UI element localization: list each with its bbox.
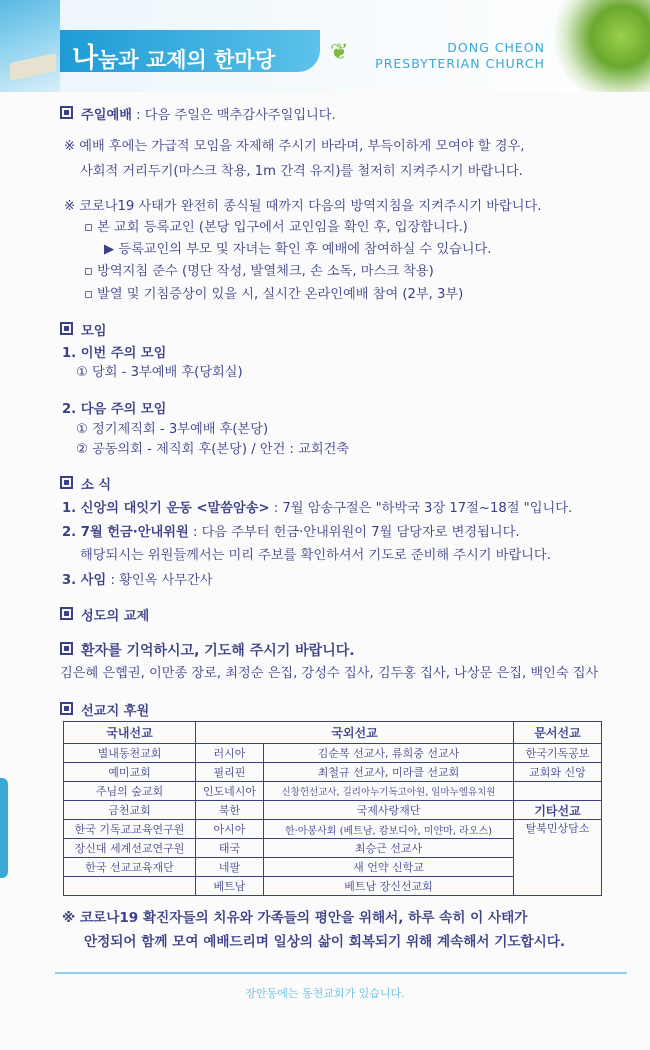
overseas-cell: 베트남 장신선교회 xyxy=(264,877,514,896)
square-bullet-icon xyxy=(60,642,73,655)
col-literature: 문서선교 xyxy=(514,722,602,744)
worship-text: : 다음 주일은 맥추감사주일입니다. xyxy=(136,108,336,123)
table-row xyxy=(64,801,602,820)
country-cell: 태국 xyxy=(196,839,264,858)
leaf-photo-decoration xyxy=(555,0,650,92)
table-row xyxy=(64,744,602,763)
domestic-cell xyxy=(64,877,196,896)
church-name-line1: DONG CHEON xyxy=(447,40,545,55)
worship-line xyxy=(60,104,336,123)
country-cell: 필리핀 xyxy=(196,763,264,782)
news-item-label: 3. 사임 xyxy=(62,573,107,588)
table-row xyxy=(64,820,602,839)
footer-divider xyxy=(55,972,627,974)
header-banner xyxy=(0,0,650,92)
domestic-cell: 금천교회 xyxy=(64,801,196,820)
domestic-cell: 장신대 세계선교연구원 xyxy=(64,839,196,858)
table-row xyxy=(64,763,602,782)
overseas-cell: 최승근 선교사 xyxy=(264,839,514,858)
literature-cell-empty xyxy=(514,782,602,801)
country-cell: 베트남 xyxy=(196,877,264,896)
square-bullet-icon xyxy=(60,607,73,620)
country-cell: 인도네시아 xyxy=(196,782,264,801)
news-item-label: 1. 신앙의 대잇기 운동 <말씀암송> xyxy=(62,501,270,516)
overseas-cell: 신창헌선교사, 길리아누기독고아원, 임마누엘유치원 xyxy=(264,782,514,801)
table-row xyxy=(64,782,602,801)
meeting-heading: 모임 xyxy=(81,324,107,339)
missions-table xyxy=(63,721,602,896)
church-name-line2: PRESBYTERIAN CHURCH xyxy=(375,56,545,71)
guideline-item: ▫ 발열 및 기침증상이 있을 시, 실시간 온라인예배 참여 (2부, 3부) xyxy=(84,287,464,302)
col-overseas: 국외선교 xyxy=(196,722,514,744)
table-header-row xyxy=(64,722,602,744)
title-rest: 눔과 교제의 한마당 xyxy=(98,48,276,72)
patients-heading-line xyxy=(60,640,355,660)
guideline-item: ▶ 등록교인의 부모 및 자녀는 확인 후 예배에 참여하실 수 있습니다. xyxy=(104,242,492,257)
fellowship-heading: 성도의 교제 xyxy=(81,609,150,624)
worship-note1-l2: 사회적 거리두기(마스크 착용, 1m 간격 유지)를 철저히 지켜주시기 바랍니다. xyxy=(80,164,523,179)
square-bullet-icon xyxy=(60,322,73,335)
title-first-char: 나 xyxy=(72,43,99,74)
news-heading-line xyxy=(60,474,111,493)
patient-names: 김은혜 은혭권, 이만종 장로, 최정순 은집, 강성수 집사, 김두홍 집사, 나상문 은집, 백인숙 집사 xyxy=(60,666,599,681)
guideline-item: ▫ 본 교회 등록교인 (본당 입구에서 교인임을 확인 후, 입장합니다.) xyxy=(84,220,468,235)
news-item-text: : 7월 암송구절은 "하박국 3장 17절~18절 "입니다. xyxy=(273,501,573,516)
domestic-cell: 별내동천교회 xyxy=(64,744,196,763)
news-item-text: : 다음 주부터 헌금·안내위원이 7월 담당자로 변경됩니다. xyxy=(192,525,520,540)
other-cell: 탈북민상담소 xyxy=(514,820,602,896)
worship-heading: 주일예배 xyxy=(81,108,132,123)
closing-line-2: 안정되어 함께 모여 예배드리며 일상의 삶이 회복되기 위해 계속해서 기도합시다. xyxy=(84,934,566,950)
domestic-cell: 한국 기독교교육연구원 xyxy=(64,820,196,839)
beach-chair-decoration xyxy=(0,0,60,92)
overseas-cell: 김순복 선교사, 류희중 선교사 xyxy=(264,744,514,763)
country-cell: 북한 xyxy=(196,801,264,820)
missions-heading-line xyxy=(60,700,149,719)
overseas-cell: 최철규 선교사, 미라클 선교회 xyxy=(264,763,514,782)
square-bullet-icon xyxy=(60,106,73,119)
church-name xyxy=(375,40,545,72)
closing-line-1: ※ 코로나19 확진자들의 치유와 가족들의 평안을 위해서, 하루 속히 이 사태가 xyxy=(62,910,528,926)
square-bullet-icon xyxy=(60,476,73,489)
worship-note1-l1: ※ 예배 후에는 가급적 모임을 자제해 주시기 바라며, 부득이하게 모여야 할 경우, xyxy=(64,139,525,154)
guideline-item: ▫ 방역지침 준수 (명단 작성, 발열체크, 손 소독, 마스크 착용) xyxy=(84,264,434,279)
overseas-cell: 국제사랑재단 xyxy=(264,801,514,820)
side-tab-decoration xyxy=(0,778,8,878)
next-week-item: ② 공동의회 - 제직회 후(본당) / 안건 : 교회건축 xyxy=(76,442,350,457)
section-title xyxy=(60,30,320,72)
country-cell: 네팔 xyxy=(196,858,264,877)
next-week-item: ① 정기제직회 - 3부예배 후(본당) xyxy=(76,422,269,437)
square-bullet-icon xyxy=(60,702,73,715)
domestic-cell: 한국 선교교육재단 xyxy=(64,858,196,877)
domestic-cell: 주님의 숲교회 xyxy=(64,782,196,801)
news-item-1 xyxy=(62,497,572,516)
meeting-heading-line xyxy=(60,320,106,339)
country-cell: 러시아 xyxy=(196,744,264,763)
next-week-meeting: 2. 다음 주의 모임 xyxy=(62,402,167,417)
this-week-item: ① 당회 - 3부예배 후(당회실) xyxy=(76,365,243,380)
literature-cell: 한국기독공보 xyxy=(514,744,602,763)
overseas-cell: 새 언약 신학교 xyxy=(264,858,514,877)
overseas-cell: 한·아봉사회 (베트남, 캄보디아, 미얀마, 라오스) xyxy=(264,820,514,839)
news-item-label: 2. 7월 헌금·안내위원 xyxy=(62,525,189,540)
literature-cell: 교회와 신앙 xyxy=(514,763,602,782)
news-item-2-cont: 해당되시는 위원들께서는 미리 주보를 확인하셔서 기도로 준비해 주시기 바랍니다. xyxy=(80,548,551,563)
news-heading: 소 식 xyxy=(81,478,112,493)
domestic-cell: 예미교회 xyxy=(64,763,196,782)
this-week-meeting: 1. 이번 주의 모임 xyxy=(62,346,167,361)
footer-text: 장안동에는 동천교회가 있습니다. xyxy=(245,987,405,1000)
news-item-3 xyxy=(62,569,212,588)
missions-heading: 선교지 후원 xyxy=(81,704,150,719)
leaf-icon: ❦ xyxy=(330,40,349,65)
country-cell: 아시아 xyxy=(196,820,264,839)
worship-note2: ※ 코로나19 사태가 완전히 종식될 때까지 다음의 방역지침을 지켜주시기 바랍니다. xyxy=(64,199,542,214)
patients-heading: 환자를 기억하시고, 기도해 주시기 바랍니다. xyxy=(81,643,355,659)
fellowship-heading-line xyxy=(60,605,149,624)
news-item-2 xyxy=(62,521,520,540)
col-domestic: 국내선교 xyxy=(64,722,196,744)
news-item-text: : 황인옥 사무간사 xyxy=(110,573,213,588)
col-other: 기타선교 xyxy=(514,801,602,820)
